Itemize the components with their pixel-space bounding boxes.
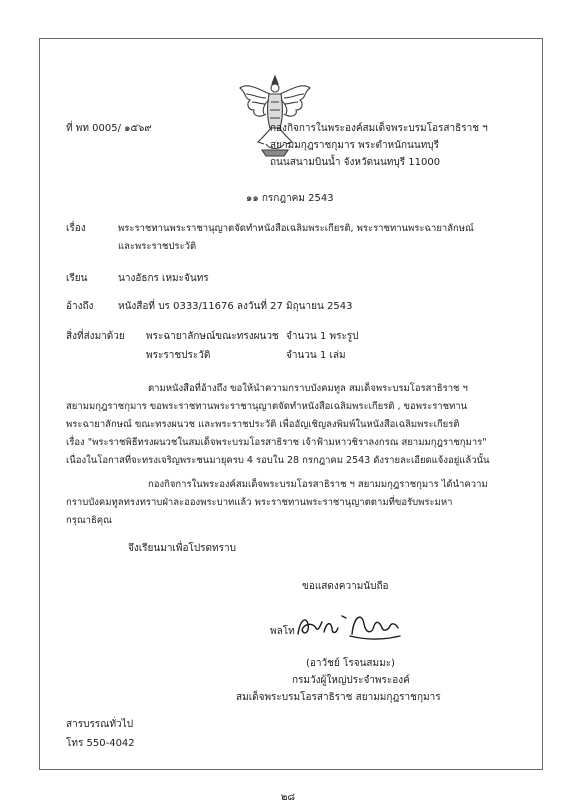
paragraph-2-line-1: กองกิจการในพระองค์สมเด็จพระบรมโอรสาธิราช ฯ สยามมกุฎราชกุมาร ได้นำความ <box>148 479 488 490</box>
reference-number: ที่ พท 0005/ ๑๕๖๙ <box>66 123 152 134</box>
paragraph-1-line-2: สยามมกุฎราชกุมาร ขอพระราชทานพระราชานุญาตจัดทำหนังสือเฉลิมพระเกียรติ , ขอพระราชทาน <box>66 401 468 412</box>
signer-name: (อาวัชย์ โรจนสมมะ) <box>306 658 395 669</box>
reference-value: หนังสือที่ บร 0333/11676 ลงวันที่ 27 มิถุนายน 2543 <box>118 301 353 312</box>
signer-rank: พลโท <box>270 626 295 637</box>
paragraph-1-line-1: ตามหนังสือที่อ้างถึง ขอให้นำความกราบบังคมทูล สมเด็จพระบรมโอรสาธิราช ฯ <box>148 383 468 394</box>
paragraph-2-line-3: กรุณาธิคุณ <box>66 515 112 526</box>
department-name: สารบรรณทั่วไป <box>66 719 134 730</box>
paragraph-1-line-4: เรื่อง "พระราชพิธีทรงผนวชในสมเด็จพระบรมโอรสาธิราช เจ้าฟ้ามหาวชิราลงกรณ สยามมกุฎราชกุมาร" <box>66 437 487 448</box>
closing-salutation: ขอแสดงความนับถือ <box>302 581 389 592</box>
recipient-label: เรียน <box>66 273 88 284</box>
handwritten-signature <box>292 606 404 646</box>
enclosure-label: สิ่งที่ส่งมาด้วย <box>66 331 125 342</box>
subject-label: เรื่อง <box>66 223 86 234</box>
paragraph-1-line-3: พระฉายาลักษณ์ ขณะทรงผนวช และพระราชประวัติ เพื่ออัญเชิญลงพิมพ์ในหนังสือเฉลิมพระเกียรติ <box>66 419 460 430</box>
subject-line-1: พระราชทานพระราชานุญาตจัดทำหนังสือเฉลิมพระเกียรติ, พระราชทานพระฉายาลักษณ์ <box>118 223 474 234</box>
page-number: ๒๘ <box>280 792 296 803</box>
paragraph-1-line-5: เนื่องในโอกาสที่จะทรงเจริญพระชนมายุครบ 4 รอบใน 28 กรกฎาคม 2543 ดังรายละเอียดแจ้งอยู่แล้วนั้น <box>66 455 490 466</box>
sender-line-3: ถนนสนามบินน้ำ จังหวัดนนทบุรี 11000 <box>270 157 441 168</box>
enclosure-qty-1: จำนวน 1 พระรูป <box>286 331 359 342</box>
sender-line-2: สยามมกุฎราชกุมาร พระตำหนักนนทบุรี <box>270 140 440 151</box>
sender-line-1: กองกิจการในพระองค์สมเด็จพระบรมโอรสาธิราช ฯ <box>270 123 488 134</box>
subject-line-2: และพระราชประวัติ <box>118 241 197 252</box>
enclosure-item-2: พระราชประวัติ <box>146 350 211 361</box>
enclosure-qty-2: จำนวน 1 เล่ม <box>286 350 346 361</box>
paragraph-2-line-2: กราบบังคมทูลทรงทราบฝ่าละอองพระบาทแล้ว พระราชทานพระราชานุญาตตามที่ขอรับพระมหา <box>66 497 453 508</box>
phone-number: โทร 550-4042 <box>66 738 135 749</box>
letter-date: ๑๑ กรกฎาคม 2543 <box>246 193 334 204</box>
enclosure-item-1: พระฉายาลักษณ์ขณะทรงผนวช <box>146 331 279 342</box>
signer-position-2: สมเด็จพระบรมโอรสาธิราช สยามมกุฎราชกุมาร <box>236 692 441 703</box>
recipient-value: นางอัธกร เหมะจันทร <box>118 273 209 284</box>
reference-label: อ้างถึง <box>66 301 94 312</box>
closing-line: จึงเรียนมาเพื่อโปรดทราบ <box>128 543 236 554</box>
signer-position-1: กรมวังผู้ใหญ่ประจำพระองค์ <box>292 675 410 686</box>
